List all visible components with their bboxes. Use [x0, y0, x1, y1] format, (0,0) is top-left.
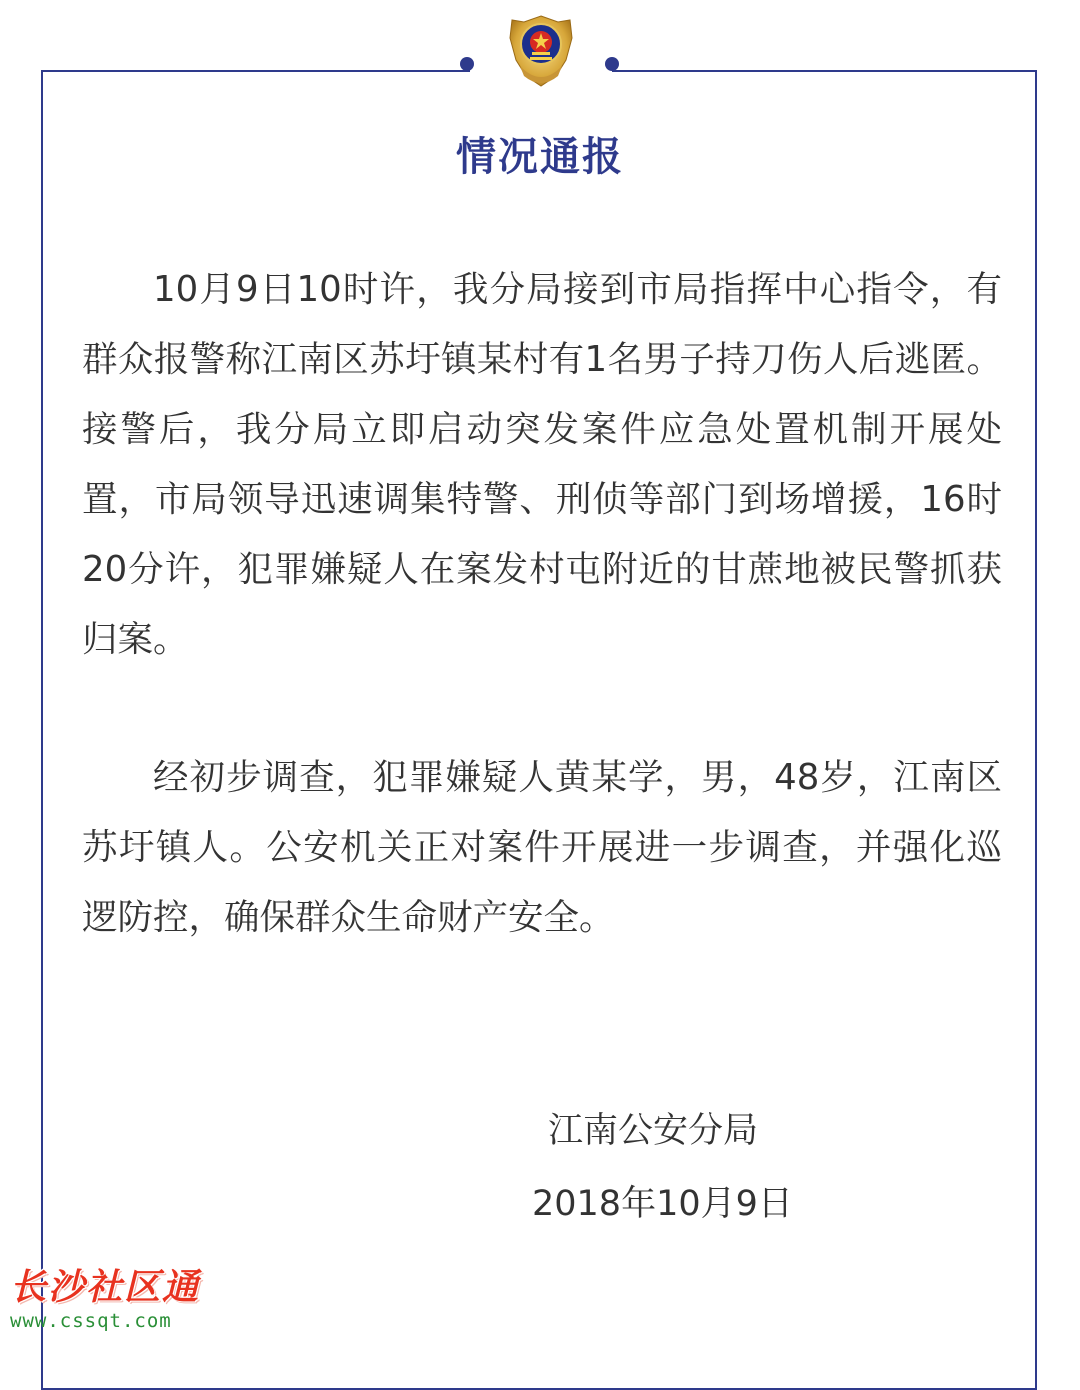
- watermark-url: www.cssqt.com: [10, 1310, 172, 1332]
- frame-dot-left: [460, 57, 474, 71]
- police-emblem-icon: [500, 10, 582, 92]
- site-watermark: [10, 1268, 220, 1332]
- frame-dot-right: [605, 57, 619, 71]
- body-paragraph-2: 经初步调查，犯罪嫌疑人黄某学，男，48岁，江南区苏圩镇人。公安机关正对案件开展进一步调查，并强化巡逻防控，确保群众生命财产安全。: [82, 757, 1002, 938]
- notice-title: 情况通报: [456, 134, 624, 180]
- watermark-brand: 长沙社区通: [10, 1267, 201, 1308]
- body-paragraph-1: 10月9日10时许，我分局接到市局指挥中心指令，有群众报警称江南区苏圩镇某村有1名男子持刀伤人后逃匿。接警后，我分局立即启动突发案件应急处置机制开展处置，市局领导迅速调集特警、刑侦等部门到场增援，16时20分许，犯罪嫌疑人在案发村屯附近的甘蔗地被民警抓获归案。: [82, 269, 1002, 660]
- signature-date: 2018年10月9日: [532, 1184, 793, 1224]
- signature-organization: 江南公安分局: [548, 1111, 759, 1151]
